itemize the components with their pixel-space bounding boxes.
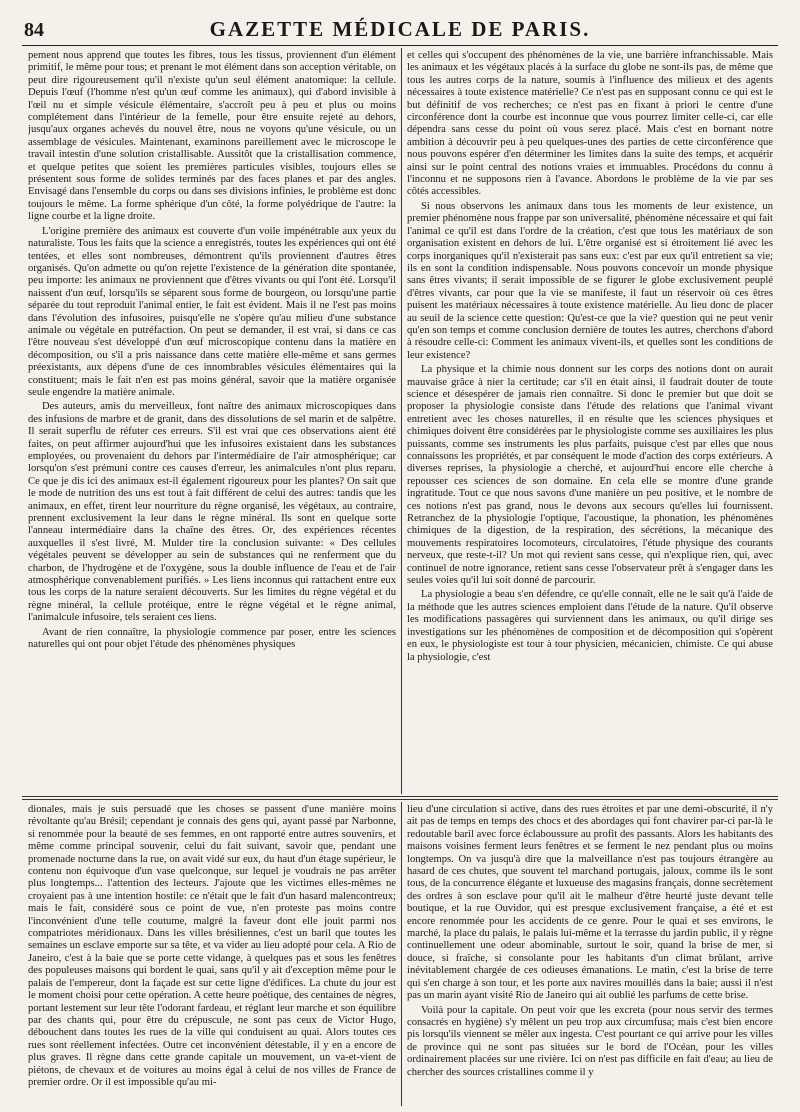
journal-title: GAZETTE MÉDICALE DE PARIS. [209, 17, 591, 41]
paragraph: L'origine première des animaux est couverte d'un voile impénétrable aux yeux du naturaliste. Tous les faits que la science a enregistrés, toutes les expériences qui ont été tentées, et elles sont nombreuses, démontrent qu'ils proviennent d'autres êtres organisés. Qu'on admette ou qu'on rejette l'existence de la génération dite spontanée, peu importe: les animaux ne proviennent que d'êtres vivants ou qui l'ont été. Lorsqu'il naissent d'un œuf, lorsqu'ils se séparent sous forme de bourgeon, ou lorsqu'une partie séparée du tout reproduit l'animal entier, le fait est évident. Mais il ne l'est pas moins dans l'évolution des infusoires, puisqu'elle ne s'opère qu'au milieu d'une substance animale ou végétale en putréfaction. On peut se demander, il est vrai, si dans ce cas l'être nouveau s'est développé d'un œuf microscopique contenu dans la matière en décomposition, ou s'il a pris naissance dans cette matière elle-même et sans germes préexistants, aux dépens d'une de ces innombrables vésicules élémentaires qui la constituent; mais le fait n'en est pas moins général, savoir que la matière organisée seule engendre la matière animale. [28, 225, 396, 398]
feuilleton-rule [22, 796, 778, 797]
paragraph: lieu d'une circulation si active, dans des rues étroites et par une demi-obscurité, il n'y ait pas de temps en temps des chocs et des abordages qui font chavirer par-ci par-là le redoutable baril avec force éclaboussure au profit des passants. Alors les habitants des maisons voisines ferment leurs fenêtres et se ferment le nez pendant plus ou moins longtemps. On va jusqu'à dire que la malveillance n'est pas toujours étrangère au hasard de ces chutes, que souvent tel marchand portugais, jaloux, comme ils le sont tous, de la concurrence élégante et luxueuse des magasins français, donne secrètement des ordres à son esclave pour qu'il ait le malheur d'être heurté juste devant telle boutique, et la rue Ouvidor, qui est presque exclusivement française, a été et est encore renommée pour les accidents de ce genre. Pour le quai et ses environs, le marché, la place du palais, le palais lui-même et la terrasse du jardin public, il y règne continuellement une odeur abominable, surtout le soir, quand la brise de mer, si douce, si fraîche, si consolante pour les habitants d'un climat brûlant, arrive inévitablement chargée de ces odieuses émanations. Le matin, c'est la brise de terre qui s'en charge à son tour, et les porte aux navires mouillés dans la baie; aussi il n'est pas un marin ayant visité Rio de Janeiro qui ait oublié les parfums de cette brise. [407, 804, 773, 1002]
paragraph: et celles qui s'occupent des phénomènes de la vie, une barrière infranchissable. Mais les animaux et les végétaux placés à la surface du globe ne sont-ils pas, de même que tous les autres corps de la nature, soumis à l'influence des milieux et des agents nécessaires à toute existence matérielle? Ce n'est pas en supposant connu ce qui est le but définitif de vos recherches; ce n'est pas en fixant à priori le centre d'une circonférence dont la courbe est inconnue que vous pourrez limiter celle-ci, car elle dépendra sans cesse du point où vous serez placé. Mais c'est en bornant notre ambition à découvrir peu à peu quelques-unes des parties de cette circonférence que nous pouvons espérer d'en déterminer les limites dans la suite des temps, et acquérir ainsi sur le point central des notions vraies et immuables. Procédons du connu à l'inconnu et ne supposons rien à l'avance. Abordons le problème de la vie par ses côtés accessibles. [407, 50, 773, 198]
upper-right-column [407, 50, 773, 792]
paragraph: Voilà pour la capitale. On peut voir que les excreta (pour nous servir des termes consacrés en hygiène) s'y mêlent un peu trop aux circumfusa; mais c'est bien encore pis lorsqu'ils viennent se mêler aux ingesta. C'est pourtant ce qui arrive pour les villes de province qui ne sont pas situées sur le bord de l'Océan, pour les villes ordinairement placées sur une rivière. Ici on n'est pas difficile en fait d'eau; au lieu de chercher des sources cristallines comme il y [407, 1004, 773, 1078]
column-divider-upper [401, 48, 402, 794]
paragraph: dionales, mais je suis persuadé que les choses se passent d'une manière moins révoltante qu'au Brésil; cependant je connais des gens qui, ayant passé par Narbonne, si renommée pour la beauté de ses femmes, en ont rapporté entre autres souvenirs, et même comme principal souvenir, celui du fait suivant, savoir que, pendant une promenade nocturne dans la rue, on avait vidé sur eux, du haut d'un étage supérieur, le contenu non équivoque d'un vase quelconque, sur lequel je voudrais ne pas arrêter plus longtemps... l'attention des lecteurs. J'ajoute que les victimes elles-mêmes ne croyaient pas à une intention hostile: ce n'était que le fait d'un hasard malencontreux; mais le fait, considéré sous ce point de vue, n'en proteste pas moins contre l'inconvénient d'une telle coutume, malgré la faveur dont elle jouit parmi nos compatriotes méridionaux. Dans les villes brésiliennes, c'est un baril que toutes les semaines un esclave emporte sur sa tête, et va vider au lieu adopté pour cela. A Rio de Janeiro, c'est à la baie que se porte cette vidange, à quelques pas et sous les fenêtres des populeuses maisons qui bordent le quai, sans qu'il y ait d'exception même pour le palais de l'empereur, dont la façade est sur cette ligne d'édifices. La chute du jour est le moment choisi pour cette opération. A cette heure poétique, des centaines de nègres, portant lestement sur leur tête l'odorant fardeau, et réglant leur marche et son équilibre par des chants qui, pour être du crépuscule, ne sont pas ceux de Victor Hugo, débouchent dans toutes les rues de la ville qui conduisent au quai. Alors toutes ces rues sont réellement infectées. Outre cet inconvénient détestable, il y en a encore de plus graves. Il règne dans cette grande capitale un mouvement, un va-et-vient de piétons, de chevaux et de voitures au moins égal à celui de nos villes de France de premier ordre. Or il est impossible qu'au mi- [28, 804, 396, 1088]
page-header [24, 14, 776, 42]
page-number: 84 [24, 19, 44, 41]
feuilleton-rule-double [22, 799, 778, 800]
paragraph: La physiologie a beau s'en défendre, ce qu'elle connaît, elle ne le sait qu'à l'aide de la méthode que les autres sciences emploient dans l'étude de la nature. Qu'il observe les modifications passagères qui surviennent dans les animaux, ou qu'il dirige ses investigations sur les phénomènes de composition et de décomposition qui s'opèrent en eux, le physiologiste est tour à tour physicien, mécanicien, chimiste. Ce qui abuse la physiologie, c'est [407, 589, 773, 663]
paragraph: pement nous apprend que toutes les fibres, tous les tissus, proviennent d'un élément primitif, le même pour tous; et prenant le mot élément dans son acception véritable, on peut dire rigoureusement qu'il n'existe qu'un seul élément anatomique: la cellule. Depuis l'œuf (l'homme n'est qu'un œuf comme les animaux), qui d'abord invisible à l'œil nu et simple vésicule élémentaire, s'accroît peu à peu et plus ou moins complétement dans l'intérieur de la femelle, pour être ensuite rejeté au dehors, jusqu'aux organes achevés du nouvel être, nous ne voyons qu'une vésicule, ou un assemblage de vésicules. Maintenant, examinons pareillement avec le microscope le travail intestin d'une solution cristallisable. Aussitôt que la cristallisation commence, et quelque petites que soient les premières particules visibles, toujours elles se présentent sous forme de solides terminés par des faces planes et par des angles. Envisagé dans l'ensemble du corps ou dans ses divisions infinies, le problème est donc toujours le même. La forme sphérique d'un côté, la forme polyédrique de l'autre: la ligne courbe et la ligne droite. [28, 50, 396, 223]
lower-right-column [407, 804, 773, 1104]
column-divider-lower [401, 802, 402, 1106]
paragraph: Si nous observons les animaux dans tous les moments de leur existence, un premier phénomène nous frappe par son universalité, phénomène nécessaire et qui fait l'animal ce qu'il est dans l'ordre de la création, c'est que tous les matériaux de son organisation existent en dehors de lui. L'être organisé est si étroitement lié avec les corps inorganiques qu'il n'existerait pas sans eux: c'est par eux qu'il entretient sa vie; ils en sont la condition indispensable. Nous pouvons concevoir un monde physique sans êtres vivants; il serait impossible de se figurer le globe exclusivement peuplé d'êtres vivants, car pour que la vie se manifeste, il faut un réservoir où ces êtres puisent les matériaux nécessaires à toute existence matérielle. Au lieu donc de placer au seuil de la science cette question: Qu'est-ce que la vie? question qui ne peut venir qu'en son temps et comme conclusion dernière de toutes les autres, cherchons d'abord à résoudre celle-ci: Comment les animaux vivent-ils, et quelles sont les conditions de leur existence? [407, 200, 773, 361]
paragraph: Des auteurs, amis du merveilleux, font naître des animaux microscopiques dans des infusions de marbre et de granit, dans des dissolutions de sel marin et de salpêtre. Il serait superflu de réfuter ces erreurs. S'il est vrai que ces observations aient été faites, on peut affirmer aujourd'hui que les infusoires existaient dans les substances employées, ou provenaient du dehors par l'intermédiaire de l'air atmosphérique; car lorsqu'on s'est prémuni contre ces causes d'erreur, les animalcules n'ont plus reparu. Ce que je dis ici des animaux est-il également rigoureux pour les plantes? On sait que le mode de nutrition des uns est tout à fait différent de celui des autres: tandis que les animaux, en effet, tirent leur nourriture du règne organisé, les végétaux, au contraire, prennent exclusivement la leur dans le règne minéral. Ils sont en quelque sorte l'anneau intermédiaire dans la chaîne des êtres. Or, des expériences récentes auxquelles il s'est livré, M. Mulder tire la conclusion suivante: « Des cellules végétales peuvent se développer au sein de substances qui ne renferment que du charbon, de l'hydrogène et de l'oxygène, sous la double influence de l'eau et de l'air atmosphérique convenablement purifiés. » Les liens inconnus qui rattachent entre eux tous les corps de la nature seraient découverts. Sur les limites du règne végétal et du règne minéral, la cellule protéique, entre le règne végétal et le règne animal, l'animalcule infusoire, tels seraient ces liens. [28, 401, 396, 624]
paragraph: La physique et la chimie nous donnent sur les corps des notions dont on aurait mauvaise grâce à nier la certitude; car s'il en était ainsi, il faudrait douter de toute science et désespérer de jamais rien connaître. Si donc le premier but que doit se proposer la physiologie consiste dans l'étude des relations que l'animal vivant entretient avec les choses naturelles, il en résulte que les sciences physiques et chimiques doivent être considérées par le physiologiste comme ses auxiliaires les plus puissants, comme ses instruments les plus parfaits, puisque c'est par elles que nous connaissons les propriétés, et par conséquent le mode d'action des corps extérieurs. A diverses reprises, la physiologie a cherché, et aujourd'hui encore elle cherche à repousser ces sciences de son domaine. En cela elle se montre d'une grande ingratitude. Tout ce que nous savons d'une manière un peu positive, et le nombre de ces notions n'est pas grand, nous le devons aux secours qu'elles lui fournissent. Retranchez de la physiologie l'optique, l'acoustique, la phonation, les phénomènes chimiques de la digestion, de la respiration, des sécrétions, la mécanique des mouvements respiratoires locomoteurs, circulatoires, l'étude physique des courants nerveux, que reste-t-il? Un mot qui revient sans cesse, qui n'explique rien, qui, avec continuel de notre ignorance, retient sans cesse l'observateur prêt à s'engager dans les seules voies qu'il lui soit donné de parcourir. [407, 364, 773, 587]
paragraph: Avant de rien connaître, la physiologie commence par poser, entre les sciences naturelles qui ont pour objet l'étude des phénomènes physiques [28, 626, 396, 651]
header-rule [22, 45, 778, 46]
lower-left-column [28, 804, 396, 1104]
upper-left-column [28, 50, 396, 792]
